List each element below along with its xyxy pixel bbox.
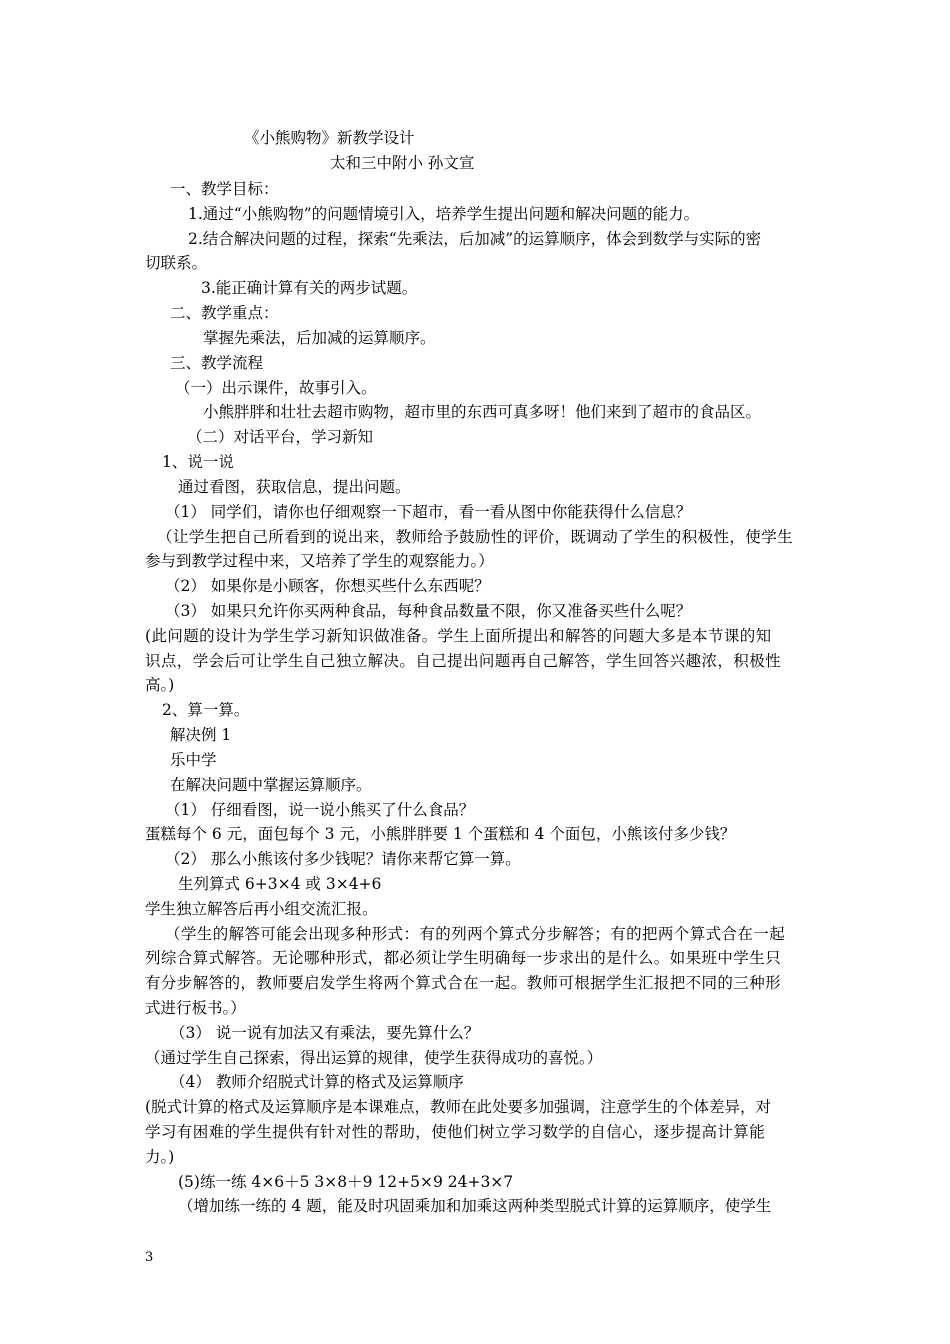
- calc-note-line-1: （学生的解答可能会出现多种形式：有的列两个算式分步解答；有的把两个算式合在一起: [165, 925, 786, 943]
- focus-text: 掌握先乘法，后加减的运算顺序。: [203, 329, 436, 347]
- goal-2-line-1: 2.结合解决问题的过程，探索“先乘法，后加减”的运算顺序，体会到数学与实际的密: [188, 230, 762, 248]
- say-note-line-2: 参与到教学过程中来，又培养了学生的观察能力。）: [145, 552, 494, 570]
- section-heading-goals: 一、教学目标：: [170, 180, 279, 198]
- say-q2: （2） 如果你是小顾客，你想买些什么东西呢？: [165, 577, 490, 595]
- say-design-note-line-1: (此问题的设计为学生学习新知识做准备。学生上面所提出和解答的问题大多是本节课的知: [145, 627, 772, 645]
- document-author: 太和三中附小 孙文宣: [330, 154, 475, 172]
- goal-3: 3.能正确计算有关的两步试题。: [201, 279, 418, 297]
- calc-q2: （2） 那么小熊该付多少钱呢？请你来帮它算一算。: [165, 850, 521, 868]
- calc-problem: 蛋糕每个 6 元，面包每个 3 元，小熊胖胖要 1 个蛋糕和 4 个面包，小熊该付多少钱？: [145, 825, 736, 843]
- section-heading-process: 三、教学流程: [170, 354, 264, 372]
- calc-q4: （4） 教师介绍脱式计算的格式及运算顺序: [170, 1073, 464, 1091]
- step-dialog-heading: （二）对话平台，学习新知: [187, 428, 374, 446]
- calc-q1: （1） 仔细看图，说一说小熊买了什么食品？: [165, 801, 475, 819]
- goal-1: 1.通过“小熊购物”的问题情境引入，培养学生提出问题和解决问题的能力。: [188, 205, 700, 223]
- subsection-say: 1、说一说: [162, 453, 234, 471]
- calc-q4-note-line-3: 力。): [145, 1148, 175, 1166]
- step-intro-heading: （一）出示课件，故事引入。: [175, 379, 377, 397]
- practice-note: （增加练一练的 4 题，能及时巩固乘加和加乘这两种类型脱式计算的运算顺序，使学生: [178, 1197, 772, 1215]
- section-heading-focus: 二、教学重点：: [170, 304, 279, 322]
- say-q3: （3） 如果只允许你买两种食品，每种食品数量不限，你又准备买些什么呢？: [165, 602, 692, 620]
- goal-2-line-2: 切联系。: [145, 254, 208, 272]
- calc-group-report: 学生独立解答后再小组交流汇报。: [145, 900, 378, 918]
- page-number: 3: [145, 1250, 154, 1265]
- practice-exercises: (5)练一练 4×6＋5 3×8＋9 12+5×9 24+3×7: [178, 1173, 514, 1191]
- calc-q4-note-line-1: (脱式计算的格式及运算顺序是本课难点，教师在此处要多加强调，注意学生的个体差异，对: [145, 1098, 772, 1116]
- step-intro-text: 小熊胖胖和壮壮去超市购物，超市里的东西可真多呀！他们来到了超市的食品区。: [203, 403, 762, 421]
- say-design-note-line-3: 高。): [145, 676, 175, 694]
- learn-in-fun: 乐中学: [170, 751, 217, 769]
- say-intro: 通过看图，获取信息，提出问题。: [178, 478, 411, 496]
- say-q1: （1） 同学们，请你也仔细观察一下超市，看一看从图中你能获得什么信息？: [165, 503, 692, 521]
- example-1: 解决例 1: [170, 726, 232, 744]
- calc-goal: 在解决问题中掌握运算顺序。: [170, 776, 372, 794]
- say-note-line-1: （让学生把自己所看到的说出来，教师给予鼓励性的评价，既调动了学生的积极性，使学生: [157, 528, 794, 546]
- calc-note-line-4: 式进行板书。）: [145, 999, 246, 1017]
- calc-note-line-2: 列综合算式解答。无论哪种形式，都必须让学生明确每一步求出的是什么。如果班中学生只: [145, 949, 782, 967]
- say-design-note-line-2: 识点，学会后可让学生自己独立解决。自己提出问题再自己解答，学生回答兴趣浓，积极性: [145, 652, 782, 670]
- calc-q3-note: （通过学生自己探索，得出运算的规律，使学生获得成功的喜悦。）: [145, 1049, 603, 1067]
- calc-q3: （3） 说一说有加法又有乘法，要先算什么？: [170, 1024, 480, 1042]
- document-title: 《小熊购物》新教学设计: [244, 129, 415, 147]
- subsection-calc: 2、算一算。: [162, 701, 250, 719]
- calc-note-line-3: 有分步解答的，教师要启发学生将两个算式合在一起。教师可根据学生汇报把不同的三种形: [145, 974, 782, 992]
- calc-q4-note-line-2: 学习有困难的学生提供有针对性的帮助，使他们树立学习数学的自信心，逐步提高计算能: [145, 1123, 766, 1141]
- calc-formula: 生列算式 6+3×4 或 3×4+6: [178, 875, 382, 893]
